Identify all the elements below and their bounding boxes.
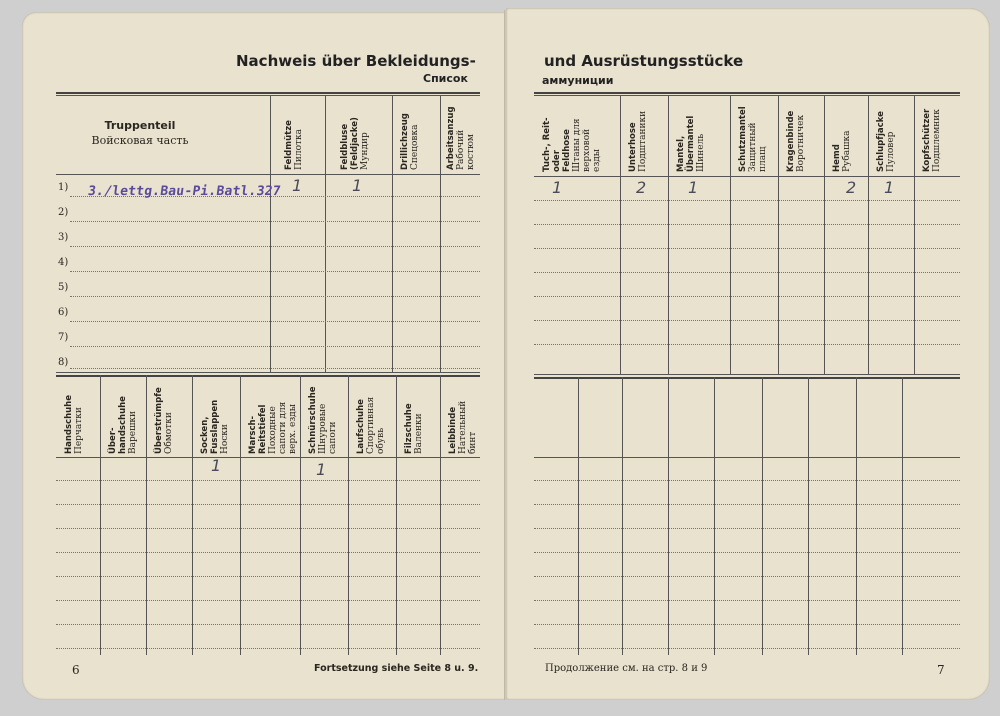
left-row-rule-1	[70, 221, 480, 222]
left-bottom-col-header-2	[154, 380, 174, 454]
left-top-col-divider-3	[440, 95, 441, 372]
entry-schlupfjacke: 1	[884, 178, 895, 197]
left-bottom-col-header-8	[448, 380, 478, 454]
left-bottom-row-rule	[56, 480, 480, 481]
left-section-rule	[56, 372, 480, 373]
entry-feldbluse: 1	[352, 176, 363, 195]
entry-schnuerschuhe: 1	[316, 460, 327, 479]
right-col-header-0	[542, 100, 602, 172]
left-bottom-col-header-7	[404, 380, 424, 454]
left-top-col-header-2-de: Drillichzeug	[400, 113, 410, 170]
right-bottom-row-rule	[534, 480, 960, 481]
left-bottom-col-header-5	[308, 380, 338, 454]
left-bottom-col-header-4-de: Marsch- Reitstiefel	[248, 404, 268, 454]
left-top-col-divider-0	[270, 95, 271, 372]
right-bottom-col-divider-4	[762, 377, 763, 655]
left-row-rule-5	[70, 321, 480, 322]
right-col-header-4-de: Kragenbinde	[786, 110, 796, 172]
left-bottom-col-header-3-ru: Носки	[220, 424, 230, 454]
right-col-header-2-de: Mantel, Übermantel	[676, 115, 696, 172]
right-bottom-col-divider-1	[622, 377, 623, 655]
left-top-col-header-2-ru: Спецовка	[410, 124, 420, 170]
right-col-header-5-de: Hemd	[832, 144, 842, 172]
left-bottom-col-header-7-ru: Валенки	[414, 413, 424, 454]
left-bottom-col-header-7-de: Filzschuhe	[404, 403, 414, 454]
left-bottom-col-divider-5	[348, 375, 349, 655]
right-col-header-3-ru: Защитный плащ	[748, 122, 768, 172]
left-top-col-header-0-ru: Пилотка	[294, 129, 304, 170]
right-col-header-7-de: Kopfschützer	[922, 108, 932, 172]
right-col-header-3-de: Schutzmantel	[738, 106, 748, 172]
left-top-rule	[56, 92, 480, 94]
left-top-col-header-2	[400, 100, 420, 170]
truppenteil-label-de: Truppenteil	[104, 119, 176, 132]
left-bottom-col-header-8-ru: Нательный бинт	[458, 400, 478, 454]
right-top-rule	[534, 92, 960, 94]
right-top-col-divider-0	[620, 95, 621, 374]
left-bottom-row-rule	[56, 648, 480, 649]
left-footer: Fortsetzung siehe Seite 8 u. 9.	[314, 663, 479, 674]
left-bottom-col-divider-3	[240, 375, 241, 655]
right-bottom-header-rule	[534, 457, 960, 458]
row-number-5: 5)	[58, 282, 69, 293]
right-bottom-row-rule	[534, 624, 960, 625]
page-number-left: 6	[72, 663, 80, 677]
truppenteil-label-ru: Войсковая часть	[91, 134, 189, 147]
right-subtitle: аммуниции	[542, 74, 614, 87]
right-row-rule	[534, 320, 960, 321]
right-section-rule-2	[534, 377, 960, 379]
row-number-1: 1)	[58, 182, 69, 193]
left-bottom-col-header-1-ru: Варешки	[128, 410, 138, 454]
left-bottom-col-header-5-de: Schnürschuhe	[308, 386, 318, 454]
right-col-header-6	[876, 100, 896, 172]
left-subtitle: Список	[423, 72, 468, 85]
entry-mantel: 1	[688, 178, 699, 197]
right-top-col-divider-5	[868, 95, 869, 374]
left-bottom-row-rule	[56, 624, 480, 625]
left-bottom-col-header-0-ru: Перчатки	[74, 407, 84, 454]
right-col-header-1	[628, 100, 648, 172]
left-row-rule-7	[70, 368, 480, 369]
left-top-col-divider-1	[325, 95, 326, 372]
right-top-col-divider-6	[914, 95, 915, 374]
left-row-rule-2	[70, 246, 480, 247]
truppenteil-header	[70, 118, 210, 148]
left-top-rule-2	[56, 95, 480, 96]
left-bottom-col-header-6-ru: Спортивная обувь	[366, 396, 386, 454]
left-bottom-col-header-4-ru: Походные сапоги для верх. езды	[268, 401, 298, 454]
left-bottom-header-rule	[56, 457, 480, 458]
left-bottom-col-divider-4	[300, 375, 301, 655]
left-page	[22, 12, 508, 700]
right-bottom-col-divider-7	[902, 377, 903, 655]
left-bottom-col-divider-0	[100, 375, 101, 655]
right-col-header-3	[738, 100, 768, 172]
left-bottom-col-header-6	[356, 380, 386, 454]
left-top-col-header-0	[284, 100, 304, 170]
left-bottom-col-divider-1	[146, 375, 147, 655]
right-header-bottom-rule	[534, 176, 960, 177]
right-bottom-col-divider-2	[668, 377, 669, 655]
right-top-col-divider-3	[778, 95, 779, 374]
right-col-header-2-ru: Шинель	[696, 133, 706, 172]
left-row-rule-6	[70, 346, 480, 347]
right-bottom-col-divider-6	[856, 377, 857, 655]
right-row-rule	[534, 344, 960, 345]
right-col-header-1-ru: Подштаники	[638, 110, 648, 172]
right-row-rule	[534, 248, 960, 249]
left-bottom-row-rule	[56, 504, 480, 505]
left-bottom-row-rule	[56, 552, 480, 553]
row-number-4: 4)	[58, 257, 69, 268]
page-number-right: 7	[937, 663, 945, 677]
right-bottom-row-rule	[534, 576, 960, 577]
right-bottom-col-divider-3	[714, 377, 715, 655]
left-row-rule-4	[70, 296, 480, 297]
right-col-header-1-de: Unterhose	[628, 122, 638, 172]
right-section-rule	[534, 374, 960, 375]
left-row-rule-3	[70, 271, 480, 272]
right-col-header-4	[786, 100, 806, 172]
left-bottom-col-header-0-de: Handschuhe	[64, 394, 74, 454]
left-bottom-col-divider-6	[396, 375, 397, 655]
right-col-header-2	[676, 100, 706, 172]
right-row-rule	[534, 200, 960, 201]
right-col-header-5-ru: Рубашка	[842, 130, 852, 172]
unit-stamp: 3./lettg.Bau-Pi.Batl.327	[86, 184, 282, 199]
left-bottom-col-header-1-de: Über- handschuhe	[108, 396, 128, 454]
left-section-rule-2	[56, 375, 480, 377]
left-top-col-header-1	[340, 100, 370, 170]
entry-feldmuetze: 1	[292, 176, 303, 195]
left-bottom-col-header-4	[248, 380, 298, 454]
left-bottom-row-rule	[56, 600, 480, 601]
right-col-header-5	[832, 100, 852, 172]
right-footer: Продолжение см. на стр. 8 и 9	[545, 663, 708, 674]
right-row-rule	[534, 272, 960, 273]
right-col-header-0-ru: Штаны для верховой езды	[572, 118, 602, 172]
left-bottom-col-header-3	[200, 380, 230, 454]
left-bottom-col-divider-7	[440, 375, 441, 655]
left-bottom-col-header-3-de: Socken, Fusslappen	[200, 399, 220, 454]
left-bottom-col-header-1	[108, 380, 138, 454]
left-bottom-row-rule	[56, 528, 480, 529]
entry-unterhose: 2	[636, 178, 647, 197]
left-bottom-col-divider-2	[192, 375, 193, 655]
left-header-bottom-rule	[56, 174, 480, 175]
right-bottom-col-divider-5	[808, 377, 809, 655]
right-col-header-4-ru: Воротничек	[796, 114, 806, 172]
left-bottom-col-header-8-de: Leibbinde	[448, 406, 458, 454]
row-number-7: 7)	[58, 332, 69, 343]
entry-feldhose: 1	[552, 178, 563, 197]
right-top-rule-2	[534, 95, 960, 96]
row-number-2: 2)	[58, 207, 69, 218]
right-top-col-divider-2	[730, 95, 731, 374]
left-top-col-header-1-de: Feldbluse (Feldjacke)	[340, 117, 360, 170]
right-bottom-row-rule	[534, 648, 960, 649]
entry-socken: 1	[211, 456, 222, 475]
left-bottom-col-header-6-de: Laufschuhe	[356, 399, 366, 454]
left-top-col-divider-2	[392, 95, 393, 372]
left-bottom-col-header-2-de: Überstrümpfe	[154, 387, 164, 454]
left-bottom-col-header-2-ru: Обмотки	[164, 412, 174, 454]
row-number-6: 6)	[58, 307, 69, 318]
left-top-col-header-3	[446, 100, 476, 170]
right-bottom-row-rule	[534, 600, 960, 601]
right-col-header-0-de: Tuch-, Reit- oder Feldhose	[542, 117, 572, 172]
right-row-rule	[534, 296, 960, 297]
right-title: und Ausrüstungsstücke	[544, 52, 744, 70]
right-bottom-row-rule	[534, 528, 960, 529]
entry-hemd: 2	[846, 178, 857, 197]
left-top-col-header-3-de: Arbeitsanzug	[446, 106, 456, 170]
right-bottom-row-rule	[534, 504, 960, 505]
right-col-header-6-de: Schlupfjacke	[876, 111, 886, 172]
left-bottom-col-header-5-ru: Шнуровые сапоги	[318, 403, 338, 454]
right-col-header-7	[922, 100, 942, 172]
right-col-header-7-ru: Подшлемник	[932, 109, 942, 172]
left-top-col-header-0-de: Feldmütze	[284, 120, 294, 170]
left-top-col-header-1-ru: Мундир	[360, 132, 370, 170]
left-top-col-header-3-ru: Рабочий костюм	[456, 129, 476, 170]
right-top-col-divider-4	[824, 95, 825, 374]
row-number-8: 8)	[58, 357, 69, 368]
right-bottom-col-divider-0	[578, 377, 579, 655]
right-col-header-6-ru: Пуловер	[886, 131, 896, 172]
right-row-rule	[534, 224, 960, 225]
right-bottom-row-rule	[534, 552, 960, 553]
left-title: Nachweis über Bekleidungs-	[236, 52, 476, 70]
left-bottom-row-rule	[56, 576, 480, 577]
left-bottom-col-header-0	[64, 380, 84, 454]
row-number-3: 3)	[58, 232, 69, 243]
right-top-col-divider-1	[668, 95, 669, 374]
